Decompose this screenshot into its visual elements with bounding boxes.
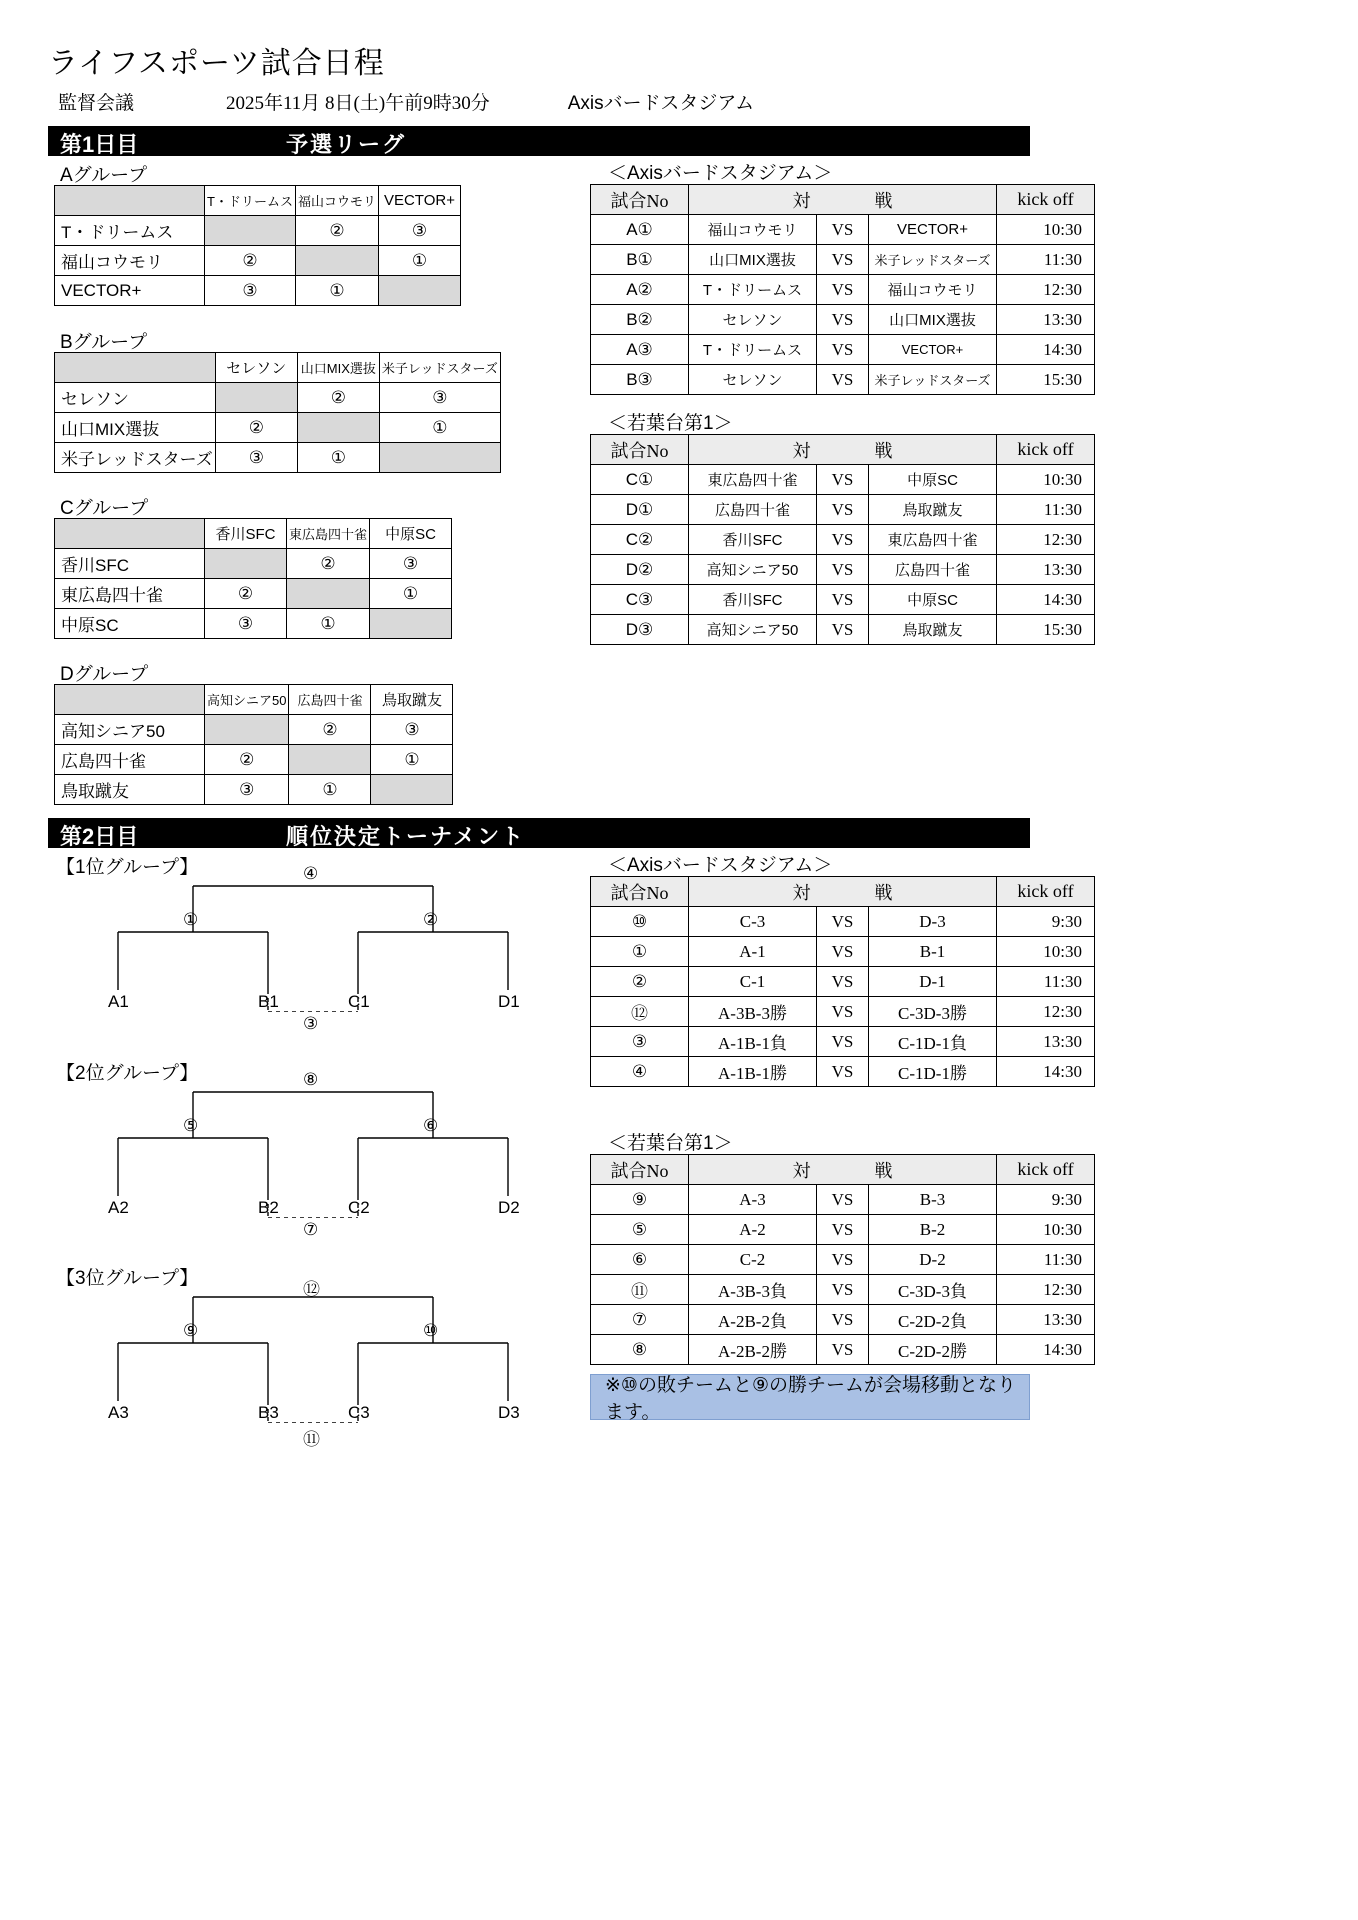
bracket-0 xyxy=(90,862,540,1033)
vs-label: VS xyxy=(817,305,869,335)
kickoff-time: 11:30 xyxy=(997,1245,1095,1275)
table-row xyxy=(55,715,453,745)
team-right: C-2D-2勝 xyxy=(869,1335,997,1365)
bracket-seed: B3 xyxy=(258,1403,279,1422)
bracket-semi-right-no: ⑥ xyxy=(423,1116,439,1135)
kickoff-time: 10:30 xyxy=(997,215,1095,245)
bracket-seed: A3 xyxy=(108,1403,129,1422)
meeting-datetime: 2025年11月 8日(土)午前9時30分 xyxy=(226,93,490,114)
rr-row-header: 広島四十雀 xyxy=(55,745,205,775)
rr-cell: ③ xyxy=(378,216,460,246)
table-row xyxy=(55,549,452,579)
vs-label: VS xyxy=(817,245,869,275)
rr-row-header: 香川SFC xyxy=(55,549,205,579)
rr-cell xyxy=(378,276,460,306)
rr-col-header: 香川SFC xyxy=(205,519,287,549)
team-left: A-2B-2勝 xyxy=(689,1335,817,1365)
team-right: C-2D-2負 xyxy=(869,1305,997,1335)
kickoff-time: 12:30 xyxy=(997,1275,1095,1305)
rr-col-header: 米子レッドスターズ xyxy=(379,353,500,383)
team-left: 山口MIX選抜 xyxy=(689,245,817,275)
match-no: C③ xyxy=(591,585,689,615)
bracket-seed: B2 xyxy=(258,1198,279,1217)
col-header-matchup: 対 戦 xyxy=(689,435,997,465)
team-left: A-3B-3勝 xyxy=(689,997,817,1027)
kickoff-time: 13:30 xyxy=(997,1027,1095,1057)
col-header-match-no: 試合No xyxy=(591,877,689,907)
vs-label: VS xyxy=(817,1215,869,1245)
team-left: A-3 xyxy=(689,1185,817,1215)
col-header-kickoff: kick off xyxy=(997,1155,1095,1185)
match-no: ① xyxy=(591,937,689,967)
table-row xyxy=(591,335,1095,365)
team-right: C-1D-1勝 xyxy=(869,1057,997,1087)
table-row xyxy=(591,967,1095,997)
vs-label: VS xyxy=(817,967,869,997)
team-right: D-2 xyxy=(869,1245,997,1275)
bracket-lines xyxy=(90,1068,540,1218)
rr-cell: ② xyxy=(287,549,370,579)
team-left: C-3 xyxy=(689,907,817,937)
kickoff-time: 12:30 xyxy=(997,525,1095,555)
col-header-match-no: 試合No xyxy=(591,185,689,215)
col-header-kickoff: kick off xyxy=(997,435,1095,465)
match-no: ⑨ xyxy=(591,1185,689,1215)
group-title-0: Aグループ xyxy=(60,165,148,186)
rr-cell: ③ xyxy=(371,715,453,745)
schedule-table xyxy=(590,434,1095,645)
rr-cell xyxy=(205,216,296,246)
rr-cell: ② xyxy=(289,715,371,745)
table-row xyxy=(591,305,1095,335)
rr-cell: ① xyxy=(371,745,453,775)
kickoff-time: 14:30 xyxy=(997,1057,1095,1087)
bracket-final-no: ⑧ xyxy=(303,1070,319,1089)
rr-cell xyxy=(370,609,452,639)
rr-col-header: VECTOR+ xyxy=(378,186,460,216)
team-right: 広島四十雀 xyxy=(869,555,997,585)
rr-col-header: 高知シニア50 xyxy=(205,685,289,715)
bracket-semi-left-no: ① xyxy=(183,910,199,929)
team-right: C-3D-3勝 xyxy=(869,997,997,1027)
rr-cell: ② xyxy=(205,579,287,609)
team-right: C-3D-3負 xyxy=(869,1275,997,1305)
venue-title: ＜Axisバードスタジアム＞ xyxy=(608,855,833,876)
match-no: A② xyxy=(591,275,689,305)
bracket-seed: B1 xyxy=(258,992,279,1011)
team-right: B-3 xyxy=(869,1185,997,1215)
table-row xyxy=(55,443,501,473)
rr-cell: ① xyxy=(297,443,379,473)
rr-cell xyxy=(205,549,287,579)
rr-row-header: 中原SC xyxy=(55,609,205,639)
rr-row-header: 山口MIX選抜 xyxy=(55,413,216,443)
vs-label: VS xyxy=(817,1335,869,1365)
group-table-3 xyxy=(54,684,453,805)
rr-cell: ① xyxy=(379,413,500,443)
match-no: B① xyxy=(591,245,689,275)
col-header-match-no: 試合No xyxy=(591,1155,689,1185)
team-right: 東広島四十雀 xyxy=(869,525,997,555)
team-left: A-2 xyxy=(689,1215,817,1245)
rr-cell: ① xyxy=(295,276,378,306)
rr-cell xyxy=(289,745,371,775)
table-row xyxy=(55,609,452,639)
vs-label: VS xyxy=(817,495,869,525)
table-row xyxy=(591,1275,1095,1305)
team-left: T・ドリームス xyxy=(689,335,817,365)
table-row xyxy=(591,275,1095,305)
rr-col-header: 中原SC xyxy=(370,519,452,549)
match-no: A① xyxy=(591,215,689,245)
table-row xyxy=(55,246,461,276)
team-left: セレソン xyxy=(689,305,817,335)
vs-label: VS xyxy=(817,525,869,555)
match-no: ⑩ xyxy=(591,907,689,937)
match-no: D① xyxy=(591,495,689,525)
rr-col-header: 広島四十雀 xyxy=(289,685,371,715)
bracket-seed: D2 xyxy=(498,1198,520,1217)
day2-label: 第2日目 xyxy=(60,824,139,849)
vs-label: VS xyxy=(817,1057,869,1087)
bracket-label-1: 【2位グループ】 xyxy=(56,1063,199,1084)
kickoff-time: 13:30 xyxy=(997,1305,1095,1335)
bracket-seed: D3 xyxy=(498,1403,520,1422)
meeting-venue: Axisバードスタジアム xyxy=(567,93,755,114)
bracket-semi-right-no: ② xyxy=(423,910,439,929)
team-right: 中原SC xyxy=(869,465,997,495)
match-no: ⑧ xyxy=(591,1335,689,1365)
team-left: A-2B-2負 xyxy=(689,1305,817,1335)
team-right: 鳥取蹴友 xyxy=(869,615,997,645)
vs-label: VS xyxy=(817,615,869,645)
rr-cell: ① xyxy=(289,775,371,805)
bracket-label-2: 【3位グループ】 xyxy=(56,1268,199,1289)
venue-title: ＜若葉台第1＞ xyxy=(608,1133,733,1154)
rr-row-header: VECTOR+ xyxy=(55,276,205,306)
table-row xyxy=(591,1057,1095,1087)
bracket-lines xyxy=(90,862,540,1012)
team-left: C-1 xyxy=(689,967,817,997)
team-right: VECTOR+ xyxy=(869,215,997,245)
team-right: 鳥取蹴友 xyxy=(869,495,997,525)
team-right: C-1D-1負 xyxy=(869,1027,997,1057)
bracket-final-no: ⑫ xyxy=(303,1280,320,1299)
rr-row-header: セレソン xyxy=(55,383,216,413)
rr-cell: ③ xyxy=(205,775,289,805)
table-row xyxy=(591,1185,1095,1215)
rr-cell xyxy=(205,715,289,745)
rr-cell: ③ xyxy=(205,276,296,306)
match-no: C① xyxy=(591,465,689,495)
rr-cell: ① xyxy=(287,609,370,639)
day2-subtitle: 順位決定トーナメント xyxy=(286,824,526,849)
table-row xyxy=(591,1335,1095,1365)
match-no: D② xyxy=(591,555,689,585)
group-title-2: Cグループ xyxy=(60,498,149,519)
rr-col-header: 福山コウモリ xyxy=(295,186,378,216)
vs-label: VS xyxy=(817,1305,869,1335)
table-row xyxy=(55,216,461,246)
kickoff-time: 10:30 xyxy=(997,465,1095,495)
rr-cell xyxy=(371,775,453,805)
rr-cell: ① xyxy=(378,246,460,276)
col-header-kickoff: kick off xyxy=(997,185,1095,215)
vs-label: VS xyxy=(817,335,869,365)
kickoff-time: 13:30 xyxy=(997,555,1095,585)
day1-section-bar xyxy=(48,126,1030,156)
bracket-seed: A1 xyxy=(108,992,129,1011)
table-row xyxy=(55,579,452,609)
team-left: A-3B-3負 xyxy=(689,1275,817,1305)
rr-row-header: 高知シニア50 xyxy=(55,715,205,745)
vs-label: VS xyxy=(817,585,869,615)
team-left: 香川SFC xyxy=(689,525,817,555)
match-no: ⑦ xyxy=(591,1305,689,1335)
match-no: ④ xyxy=(591,1057,689,1087)
table-row xyxy=(591,997,1095,1027)
match-no: A③ xyxy=(591,335,689,365)
rr-cell: ③ xyxy=(370,549,452,579)
table-row xyxy=(55,383,501,413)
match-no: C② xyxy=(591,525,689,555)
table-row xyxy=(55,775,453,805)
bracket-seed: C3 xyxy=(348,1403,370,1422)
team-left: 高知シニア50 xyxy=(689,615,817,645)
kickoff-time: 14:30 xyxy=(997,585,1095,615)
kickoff-time: 9:30 xyxy=(997,1185,1095,1215)
team-right: 米子レッドスターズ xyxy=(869,245,997,275)
rr-cell: ② xyxy=(215,413,297,443)
match-no: B② xyxy=(591,305,689,335)
rr-cell: ② xyxy=(205,745,289,775)
team-right: 山口MIX選抜 xyxy=(869,305,997,335)
table-row xyxy=(55,413,501,443)
team-left: セレソン xyxy=(689,365,817,395)
team-right: D-3 xyxy=(869,907,997,937)
table-row xyxy=(591,215,1095,245)
schedule-table xyxy=(590,184,1095,395)
col-header-kickoff: kick off xyxy=(997,877,1095,907)
table-row xyxy=(55,745,453,775)
kickoff-time: 14:30 xyxy=(997,1335,1095,1365)
team-left: A-1B-1負 xyxy=(689,1027,817,1057)
bracket-third-no: ③ xyxy=(303,1014,319,1033)
match-no: ⑪ xyxy=(591,1275,689,1305)
kickoff-time: 12:30 xyxy=(997,997,1095,1027)
table-row xyxy=(591,907,1095,937)
bracket-semi-left-no: ⑤ xyxy=(183,1116,199,1135)
vs-label: VS xyxy=(817,997,869,1027)
kickoff-time: 15:30 xyxy=(997,615,1095,645)
rr-row-header: 東広島四十雀 xyxy=(55,579,205,609)
table-row xyxy=(591,615,1095,645)
team-left: C-2 xyxy=(689,1245,817,1275)
rr-cell xyxy=(379,443,500,473)
bracket-seed: C2 xyxy=(348,1198,370,1217)
vs-label: VS xyxy=(817,1185,869,1215)
rr-cell xyxy=(287,579,370,609)
vs-label: VS xyxy=(817,275,869,305)
rr-col-header: 東広島四十雀 xyxy=(287,519,370,549)
col-header-matchup: 対 戦 xyxy=(689,1155,997,1185)
table-row xyxy=(591,245,1095,275)
rr-cell: ③ xyxy=(215,443,297,473)
table-row xyxy=(591,465,1095,495)
bracket-third-no: ⑪ xyxy=(303,1430,320,1449)
group-table-1 xyxy=(54,352,501,473)
kickoff-time: 11:30 xyxy=(997,495,1095,525)
day1-label: 第1日目 xyxy=(60,132,139,157)
rr-cell: ③ xyxy=(379,383,500,413)
rr-cell: ② xyxy=(295,216,378,246)
team-left: 広島四十雀 xyxy=(689,495,817,525)
table-row xyxy=(591,525,1095,555)
vs-label: VS xyxy=(817,937,869,967)
day2-section-bar xyxy=(48,818,1030,848)
match-no: B③ xyxy=(591,365,689,395)
kickoff-time: 13:30 xyxy=(997,305,1095,335)
match-no: ⑥ xyxy=(591,1245,689,1275)
vs-label: VS xyxy=(817,465,869,495)
bracket-seed: C1 xyxy=(348,992,370,1011)
bracket-semi-right-no: ⑩ xyxy=(423,1321,439,1340)
kickoff-time: 10:30 xyxy=(997,1215,1095,1245)
team-left: A-1B-1勝 xyxy=(689,1057,817,1087)
team-right: 中原SC xyxy=(869,585,997,615)
schedule-table xyxy=(590,876,1095,1087)
vs-label: VS xyxy=(817,555,869,585)
rr-cell: ② xyxy=(297,383,379,413)
rr-col-header: 鳥取蹴友 xyxy=(371,685,453,715)
group-table-2 xyxy=(54,518,452,639)
vs-label: VS xyxy=(817,1245,869,1275)
bracket-2 xyxy=(90,1273,540,1449)
rr-cell xyxy=(295,246,378,276)
vs-label: VS xyxy=(817,365,869,395)
match-no: ② xyxy=(591,967,689,997)
table-row xyxy=(55,276,461,306)
kickoff-time: 11:30 xyxy=(997,967,1095,997)
rr-corner xyxy=(55,685,205,715)
table-row xyxy=(591,937,1095,967)
rr-cell: ② xyxy=(205,246,296,276)
rr-cell xyxy=(297,413,379,443)
team-left: 高知シニア50 xyxy=(689,555,817,585)
match-no: ⑫ xyxy=(591,997,689,1027)
team-right: B-2 xyxy=(869,1215,997,1245)
col-header-matchup: 対 戦 xyxy=(689,185,997,215)
venue-move-note: ※⑩の敗チームと⑨の勝チームが会場移動となります。 xyxy=(590,1374,1030,1420)
rr-cell xyxy=(215,383,297,413)
team-right: D-1 xyxy=(869,967,997,997)
rr-cell: ③ xyxy=(205,609,287,639)
rr-cell: ① xyxy=(370,579,452,609)
meeting-label: 監督会議 xyxy=(58,93,135,114)
rr-col-header: 山口MIX選抜 xyxy=(297,353,379,383)
group-title-1: Bグループ xyxy=(60,332,148,353)
group-title-3: Dグループ xyxy=(60,664,149,685)
kickoff-time: 10:30 xyxy=(997,937,1095,967)
table-row xyxy=(591,585,1095,615)
bracket-label-0: 【1位グループ】 xyxy=(56,857,199,878)
team-right: 福山コウモリ xyxy=(869,275,997,305)
team-left: 香川SFC xyxy=(689,585,817,615)
schedule-table xyxy=(590,1154,1095,1365)
vs-label: VS xyxy=(817,907,869,937)
team-left: 福山コウモリ xyxy=(689,215,817,245)
rr-row-header: 米子レッドスターズ xyxy=(55,443,216,473)
kickoff-time: 12:30 xyxy=(997,275,1095,305)
rr-corner xyxy=(55,353,216,383)
col-header-matchup: 対 戦 xyxy=(689,877,997,907)
rr-corner xyxy=(55,186,205,216)
rr-row-header: T・ドリームス xyxy=(55,216,205,246)
table-row xyxy=(591,1305,1095,1335)
match-no: ③ xyxy=(591,1027,689,1057)
kickoff-time: 14:30 xyxy=(997,335,1095,365)
table-row xyxy=(591,555,1095,585)
bracket-1 xyxy=(90,1068,540,1239)
bracket-third-no: ⑦ xyxy=(303,1220,319,1239)
team-left: A-1 xyxy=(689,937,817,967)
team-right: 米子レッドスターズ xyxy=(869,365,997,395)
team-right: VECTOR+ xyxy=(869,335,997,365)
table-row xyxy=(591,365,1095,395)
bracket-seed: D1 xyxy=(498,992,520,1011)
venue-title: ＜Axisバードスタジアム＞ xyxy=(608,163,833,184)
kickoff-time: 9:30 xyxy=(997,907,1095,937)
table-row xyxy=(591,495,1095,525)
day1-subtitle: 予選リーグ xyxy=(286,132,407,157)
group-table-0 xyxy=(54,185,461,306)
team-right: B-1 xyxy=(869,937,997,967)
rr-col-header: T・ドリームス xyxy=(205,186,296,216)
bracket-seed: A2 xyxy=(108,1198,129,1217)
vs-label: VS xyxy=(817,1027,869,1057)
vs-label: VS xyxy=(817,215,869,245)
rr-col-header: セレソン xyxy=(215,353,297,383)
page-title: ライフスポーツ試合日程 xyxy=(48,47,385,80)
match-no: ⑤ xyxy=(591,1215,689,1245)
rr-corner xyxy=(55,519,205,549)
bracket-final-no: ④ xyxy=(303,864,319,883)
bracket-semi-left-no: ⑨ xyxy=(183,1321,199,1340)
vs-label: VS xyxy=(817,1275,869,1305)
table-row xyxy=(591,1245,1095,1275)
table-row xyxy=(591,1215,1095,1245)
table-row xyxy=(591,1027,1095,1057)
venue-title: ＜若葉台第1＞ xyxy=(608,413,733,434)
kickoff-time: 11:30 xyxy=(997,245,1095,275)
match-no: D③ xyxy=(591,615,689,645)
team-left: T・ドリームス xyxy=(689,275,817,305)
meeting-info xyxy=(58,88,754,115)
team-left: 東広島四十雀 xyxy=(689,465,817,495)
rr-row-header: 鳥取蹴友 xyxy=(55,775,205,805)
col-header-match-no: 試合No xyxy=(591,435,689,465)
kickoff-time: 15:30 xyxy=(997,365,1095,395)
rr-row-header: 福山コウモリ xyxy=(55,246,205,276)
